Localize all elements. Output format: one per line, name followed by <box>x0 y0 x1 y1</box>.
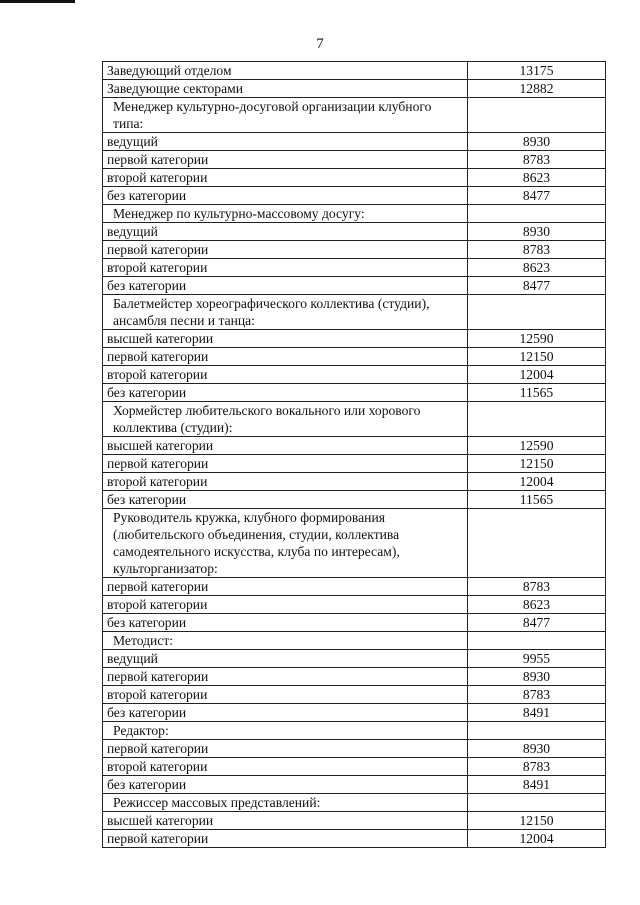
table-row <box>103 455 606 473</box>
table-row <box>103 437 606 455</box>
salary-value-cell <box>468 295 606 330</box>
table-row <box>103 650 606 668</box>
table-row <box>103 491 606 509</box>
position-name-cell: первой категории <box>103 348 468 366</box>
salary-value-cell <box>468 402 606 437</box>
salary-value-cell: 8930 <box>468 133 606 151</box>
position-name-cell: Заведующий отделом <box>103 62 468 80</box>
table-section-row <box>103 722 606 740</box>
position-name-cell: высшей категории <box>103 812 468 830</box>
position-name-cell: второй категории <box>103 473 468 491</box>
position-name-cell: первой категории <box>103 151 468 169</box>
salary-value-cell: 8783 <box>468 758 606 776</box>
table-row <box>103 151 606 169</box>
table-row <box>103 758 606 776</box>
table-row <box>103 830 606 848</box>
table-row <box>103 740 606 758</box>
salary-value-cell: 12004 <box>468 366 606 384</box>
position-name-cell: без категории <box>103 776 468 794</box>
table-row <box>103 187 606 205</box>
position-name-cell: первой категории <box>103 455 468 473</box>
salary-value-cell: 8623 <box>468 596 606 614</box>
position-heading-cell: Менеджер по культурно-массовому досугу: <box>103 205 468 223</box>
table-row <box>103 578 606 596</box>
salary-value-cell: 12590 <box>468 437 606 455</box>
table-row <box>103 223 606 241</box>
salary-value-cell: 8623 <box>468 259 606 277</box>
table-row <box>103 348 606 366</box>
salary-value-cell: 8477 <box>468 277 606 295</box>
table-row <box>103 776 606 794</box>
table-row <box>103 668 606 686</box>
position-name-cell: без категории <box>103 491 468 509</box>
table-row <box>103 80 606 98</box>
table-row <box>103 812 606 830</box>
table-row <box>103 259 606 277</box>
salary-value-cell: 12004 <box>468 473 606 491</box>
salary-value-cell <box>468 722 606 740</box>
position-name-cell: первой категории <box>103 241 468 259</box>
table-row <box>103 596 606 614</box>
salary-table <box>102 61 606 848</box>
position-name-cell: без категории <box>103 704 468 722</box>
salary-value-cell: 12004 <box>468 830 606 848</box>
scan-corner-mark <box>0 0 75 3</box>
salary-value-cell <box>468 794 606 812</box>
salary-value-cell: 11565 <box>468 491 606 509</box>
salary-value-cell: 11565 <box>468 384 606 402</box>
position-name-cell: первой категории <box>103 578 468 596</box>
page-number: 7 <box>316 36 324 52</box>
table-row <box>103 366 606 384</box>
salary-value-cell: 8491 <box>468 776 606 794</box>
position-heading-cell: Балетмейстер хореографического коллектива (студии), ансамбля песни и танца: <box>103 295 468 330</box>
table-row <box>103 384 606 402</box>
table-row <box>103 277 606 295</box>
salary-value-cell: 8783 <box>468 241 606 259</box>
position-name-cell: первой категории <box>103 830 468 848</box>
table-section-row <box>103 632 606 650</box>
position-name-cell: второй категории <box>103 366 468 384</box>
position-heading-cell: Руководитель кружка, клубного формирования (любительского объединения, студии, коллектива самодеятельного искусства, клуба по интересам), культорганизатор: <box>103 509 468 578</box>
position-name-cell: высшей категории <box>103 437 468 455</box>
salary-value-cell: 12150 <box>468 812 606 830</box>
position-name-cell: первой категории <box>103 668 468 686</box>
table-row <box>103 133 606 151</box>
salary-value-cell: 12150 <box>468 348 606 366</box>
salary-value-cell: 8783 <box>468 686 606 704</box>
table-row <box>103 614 606 632</box>
table-row <box>103 330 606 348</box>
table-row <box>103 473 606 491</box>
table-section-row <box>103 295 606 330</box>
salary-value-cell: 8930 <box>468 740 606 758</box>
salary-value-cell: 9955 <box>468 650 606 668</box>
salary-value-cell: 12150 <box>468 455 606 473</box>
salary-value-cell <box>468 98 606 133</box>
table-row <box>103 241 606 259</box>
salary-value-cell: 8477 <box>468 187 606 205</box>
table-section-row <box>103 402 606 437</box>
position-heading-cell: Режиссер массовых представлений: <box>103 794 468 812</box>
position-name-cell: второй категории <box>103 169 468 187</box>
salary-value-cell: 8783 <box>468 151 606 169</box>
table-section-row <box>103 794 606 812</box>
salary-value-cell: 8930 <box>468 668 606 686</box>
salary-value-cell <box>468 205 606 223</box>
salary-value-cell: 12882 <box>468 80 606 98</box>
salary-value-cell <box>468 509 606 578</box>
position-name-cell: без категории <box>103 187 468 205</box>
position-name-cell: второй категории <box>103 758 468 776</box>
position-name-cell: второй категории <box>103 259 468 277</box>
position-name-cell: первой категории <box>103 740 468 758</box>
position-name-cell: ведущий <box>103 223 468 241</box>
position-name-cell: ведущий <box>103 133 468 151</box>
salary-value-cell <box>468 632 606 650</box>
salary-value-cell: 8783 <box>468 578 606 596</box>
position-name-cell: высшей категории <box>103 330 468 348</box>
position-heading-cell: Менеджер культурно-досуговой организации клубного типа: <box>103 98 468 133</box>
position-name-cell: второй категории <box>103 686 468 704</box>
salary-value-cell: 13175 <box>468 62 606 80</box>
table-section-row <box>103 205 606 223</box>
position-name-cell: без категории <box>103 384 468 402</box>
position-name-cell: второй категории <box>103 596 468 614</box>
salary-value-cell: 12590 <box>468 330 606 348</box>
table-body <box>103 62 606 848</box>
salary-value-cell: 8477 <box>468 614 606 632</box>
position-name-cell: Заведующие секторами <box>103 80 468 98</box>
table-section-row <box>103 98 606 133</box>
table-section-row <box>103 509 606 578</box>
table-row <box>103 686 606 704</box>
position-name-cell: без категории <box>103 614 468 632</box>
table-row <box>103 62 606 80</box>
table-row <box>103 169 606 187</box>
position-heading-cell: Редактор: <box>103 722 468 740</box>
position-heading-cell: Методист: <box>103 632 468 650</box>
position-heading-cell: Хормейстер любительского вокального или хорового коллектива (студии): <box>103 402 468 437</box>
salary-value-cell: 8930 <box>468 223 606 241</box>
position-name-cell: ведущий <box>103 650 468 668</box>
position-name-cell: без категории <box>103 277 468 295</box>
salary-value-cell: 8623 <box>468 169 606 187</box>
table-row <box>103 704 606 722</box>
salary-value-cell: 8491 <box>468 704 606 722</box>
